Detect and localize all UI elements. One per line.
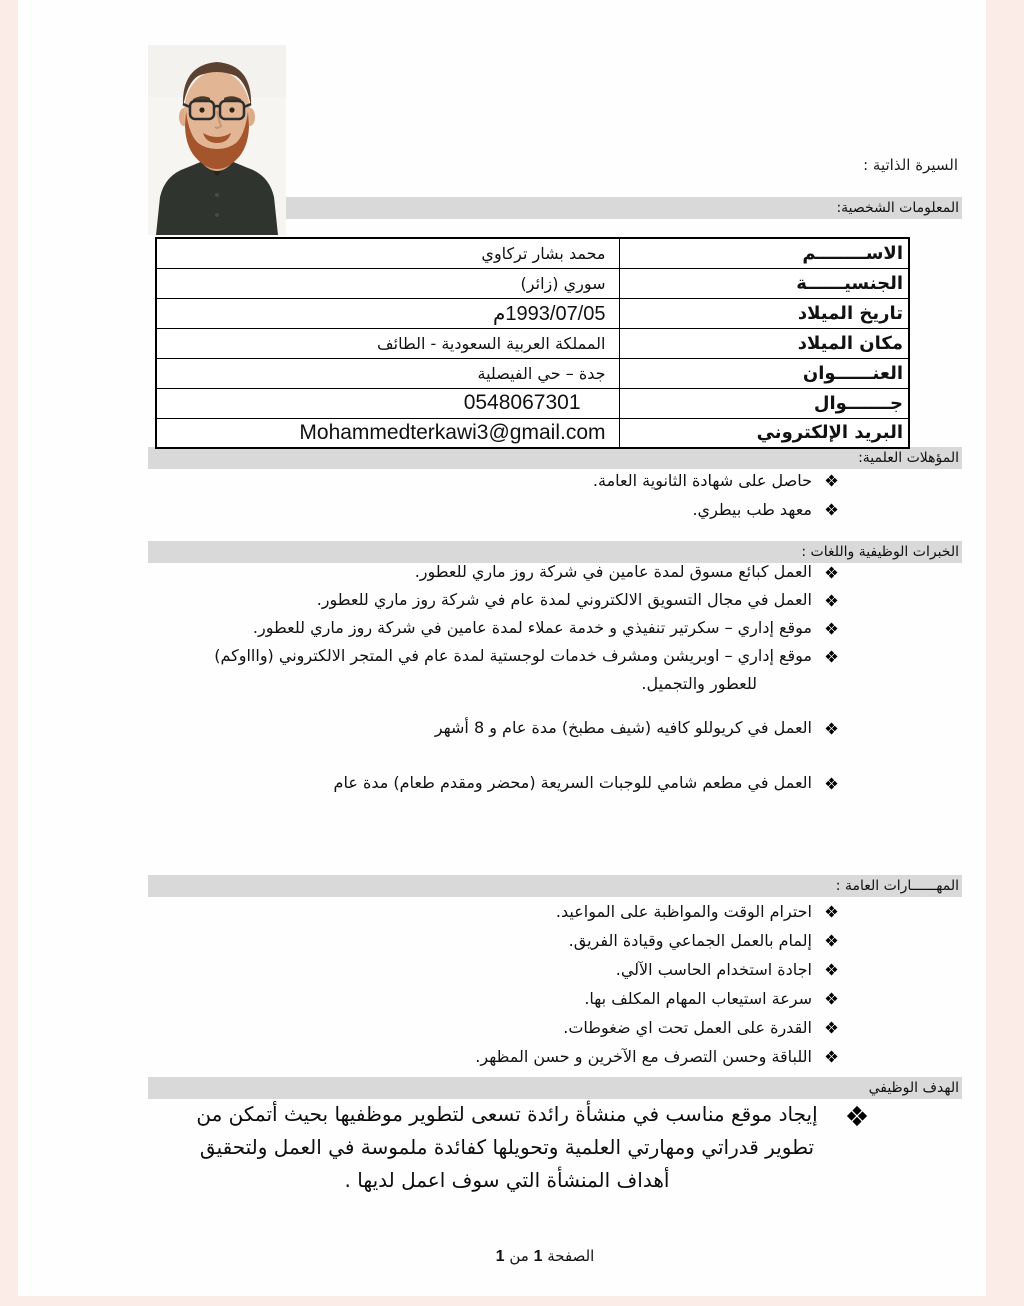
table-row (156, 388, 909, 418)
footer-of-word: من (509, 1247, 529, 1265)
phone-value: 0548067301 (156, 388, 619, 418)
profile-photo (148, 45, 286, 235)
list-item: إلمام بالعمل الجماعي وقيادة الفريق. (168, 926, 838, 955)
personal-info-table (155, 237, 910, 449)
objective-text: إيجاد موقع مناسب في منشأة رائدة تسعى لتطوير موظفيها بحيث أتمكن من تطوير قدراتي ومهارتي العلمية وتحويلها كفائدة ملموسة في العمل ولتحقيق أهداف المنشأة التي سوف اعمل لديها . (196, 1102, 818, 1192)
list-item: معهد طب بيطري. (168, 495, 838, 524)
list-item: اجادة استخدام الحاسب الآلي. (168, 955, 838, 984)
table-row (156, 268, 909, 298)
diamond-bullet-icon (825, 984, 838, 1005)
field-label: الجنسيــــــة (619, 268, 909, 298)
experience-list (168, 558, 838, 797)
field-label: العنــــــوان (619, 358, 909, 388)
section-title: المهــــــارات العامة : (835, 878, 959, 894)
cv-document (18, 0, 986, 1296)
list-item: سرعة استيعاب المهام المكلف بها. (168, 984, 838, 1013)
table-row (156, 328, 909, 358)
diamond-bullet-icon (825, 1013, 838, 1034)
section-title: الهدف الوظيفي (868, 1080, 959, 1096)
field-value: المملكة العربية السعودية - الطائف (156, 328, 619, 358)
list-item: موقع إداري – سكرتير تنفيذي و خدمة عملاء لمدة عامين في شركة روز ماري للعطور. (168, 614, 838, 642)
section-title: المؤهلات العلمية: (858, 450, 959, 466)
diamond-bullet-icon (825, 495, 838, 516)
list-item: العمل كبائع مسوق لمدة عامين في شركة روز ماري للعطور. (168, 558, 838, 586)
table-row (156, 418, 909, 448)
person-portrait-icon (148, 45, 286, 235)
objective-paragraph (178, 1098, 836, 1197)
field-label: جـــــــوال (619, 388, 909, 418)
table-row (156, 298, 909, 328)
email-value: Mohammedterkawi3@gmail.com (156, 418, 619, 448)
field-value: محمد بشار تركاوي (156, 238, 619, 268)
list-item: العمل في مطعم شامي للوجبات السريعة (محضر ومقدم طعام) مدة عام (168, 769, 838, 797)
section-title: المعلومات الشخصية: (836, 200, 959, 216)
table-row (156, 358, 909, 388)
section-bar-objective (148, 1077, 962, 1099)
diamond-bullet-icon (825, 642, 838, 663)
table-row (156, 238, 909, 268)
list-item: القدرة على العمل تحت اي ضغوطات. (168, 1013, 838, 1042)
diamond-bullet-icon (825, 558, 838, 579)
list-item: اللباقة وحسن التصرف مع الآخرين و حسن المظهر. (168, 1042, 838, 1071)
skills-list (168, 897, 838, 1071)
field-label: مكان الميلاد (619, 328, 909, 358)
diamond-bullet-icon (825, 955, 838, 976)
field-label: تاريخ الميلاد (619, 298, 909, 328)
field-label: الاســــــــم (619, 238, 909, 268)
qualifications-list (168, 466, 838, 524)
diamond-bullet-icon (825, 614, 838, 635)
footer-current-page: 1 (533, 1248, 543, 1265)
list-item: العمل في مجال التسويق الالكتروني لمدة عام في شركة روز ماري للعطور. (168, 586, 838, 614)
footer-label: الصفحة (547, 1247, 595, 1265)
diamond-bullet-icon (825, 769, 838, 790)
section-title: الخبرات الوظيفية واللغات : (801, 544, 959, 560)
list-item: العمل في كريوللو كافيه (شيف مطبخ) مدة عام و 8 أشهر (168, 714, 838, 742)
field-value: سوري (زائر) (156, 268, 619, 298)
diamond-bullet-icon (825, 714, 838, 735)
diamond-bullet-icon (825, 897, 838, 918)
field-value: جدة – حي الفيصلية (156, 358, 619, 388)
list-item: حاصل على شهادة الثانوية العامة. (168, 466, 838, 495)
list-item: احترام الوقت والمواظبة على المواعيد. (168, 897, 838, 926)
cv-heading: السيرة الذاتية : (863, 156, 958, 174)
section-bar-skills (148, 875, 962, 897)
page-footer (378, 1247, 712, 1266)
diamond-bullet-icon (846, 1105, 868, 1127)
list-item: موقع إداري – اوبريشن ومشرف خدمات لوجستية لمدة عام في المتجر الالكتروني (واااوكم) للعطور والتجميل. (168, 642, 838, 698)
diamond-bullet-icon (825, 926, 838, 947)
diamond-bullet-icon (825, 586, 838, 607)
diamond-bullet-icon (825, 466, 838, 487)
field-label: البريد الإلكتروني (619, 418, 909, 448)
diamond-bullet-icon (825, 1042, 838, 1063)
field-value: 1993/07/05م (156, 298, 619, 328)
footer-total-pages: 1 (495, 1248, 505, 1265)
